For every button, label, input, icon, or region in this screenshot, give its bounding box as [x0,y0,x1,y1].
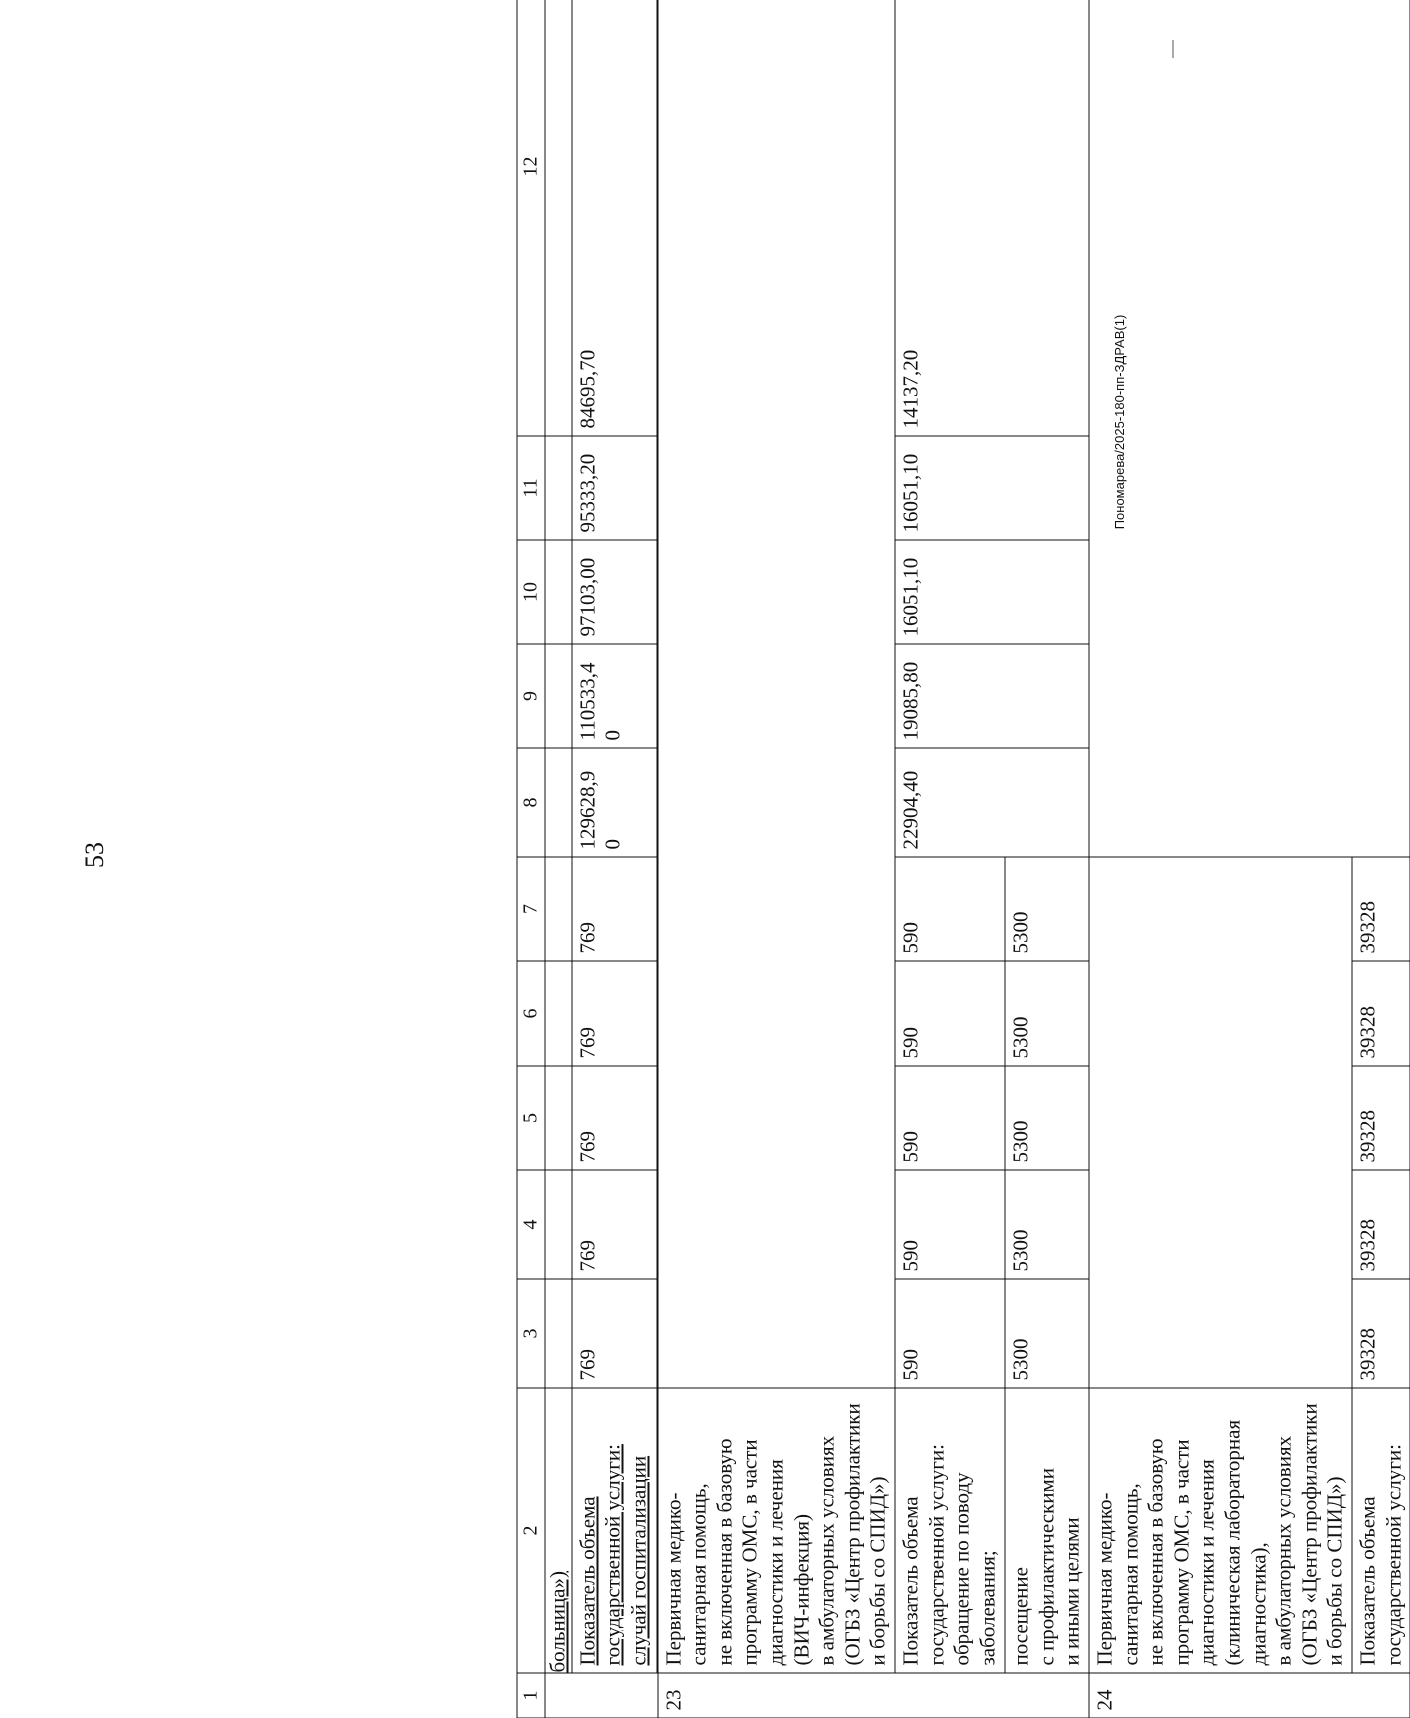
value-cell: 22904,40 [895,748,1089,857]
header-cell: 1 [517,1673,545,1718]
indicator-cell: Показатель объема государственной услуги: [1352,1388,1410,1673]
table-row [657,0,894,1718]
value-cell: 39328 [1352,857,1410,961]
value-cell: 16051,10 [895,436,1089,540]
value-cell: 590 [895,1066,1005,1170]
indicator-cell: посещение с профилактическими и иными целями [1005,1388,1089,1673]
table-row [571,0,656,1718]
row-num-cell: 23 [657,1673,1088,1718]
header-cell: 5 [517,1066,545,1170]
value-cell: 19085,80 [895,644,1089,748]
service-title-cell: Первичная медико- санитарная помощь, не включенная в базовую программу ОМС, в части диагностики и лечения (клиническая лабораторная диагностика), в амбулаторных условиях (ОГБЗ «Центр профилактики и борьбы со СПИД») [1088,1388,1351,1673]
header-cell: 6 [517,961,545,1066]
value-cell: 39328 [1352,961,1410,1066]
continuation-spacer-row [545,0,572,1718]
value-cell: 129628,9 0 [571,748,656,857]
rotated-table-container [516,0,1405,1718]
value-cell: 590 [895,961,1005,1066]
row-num-cell: 24 [1088,1673,1409,1718]
header-cell: 7 [517,857,545,961]
footer-document-code: Пономарева/2025-180-пп-ЗДРАВ(1) [1112,314,1127,530]
value-cell: 769 [571,857,656,961]
service-title-cell: Первичная медико- санитарная помощь, не включенная в базовую программу ОМС, в части диагностики и лечения (ВИЧ-инфекция) в амбулаторных условиях (ОГБЗ «Центр профилактики и борьбы со СПИД») [657,1388,894,1673]
value-cell: 39328 [1352,1170,1410,1279]
value-cell: 769 [571,1066,656,1170]
value-cell: 5300 [1005,1279,1089,1388]
value-cell: 95333,20 [571,436,656,540]
value-cell: 110533,4 0 [571,644,656,748]
table-row [895,0,1005,1718]
value-cell: 769 [571,1279,656,1388]
data-table [516,0,1410,1718]
header-cell: 9 [517,644,545,748]
value-cell: 16051,10 [895,540,1089,644]
indicator-cell: Показатель объема государственной услуги: случай госпитализации [571,1388,656,1673]
value-cell: 84695,70 [571,0,656,436]
value-cell: 5300 [1005,1170,1089,1279]
value-cell: 5300 [1005,857,1089,961]
header-cell: 3 [517,1279,545,1388]
value-cell: 590 [895,1279,1005,1388]
header-cell: 8 [517,748,545,857]
value-cell: 5300 [1005,1066,1089,1170]
header-cell: 2 [517,1388,545,1673]
header-cell: 11 [517,436,545,540]
value-cell: 39328 [1352,1279,1410,1388]
value-cell: 39328 [1352,1066,1410,1170]
value-cell: 769 [571,961,656,1066]
header-cell: 4 [517,1170,545,1279]
continuation-text: больница») [545,1388,572,1673]
value-cell: 97103,00 [571,540,656,644]
value-cell: 590 [895,1170,1005,1279]
header-cell: 10 [517,540,545,644]
page-number: 53 [80,842,109,868]
header-cell: 12 [517,0,545,436]
header-row [517,0,545,1718]
value-cell: 769 [571,1170,656,1279]
value-cell: 590 [895,857,1005,961]
indicator-cell: Показатель объема государственной услуги: обращение по поводу заболевания; [895,1388,1005,1673]
value-cell: 5300 [1005,961,1089,1066]
value-cell: 14137,20 [895,0,1089,436]
row-num-cell [545,1673,658,1718]
